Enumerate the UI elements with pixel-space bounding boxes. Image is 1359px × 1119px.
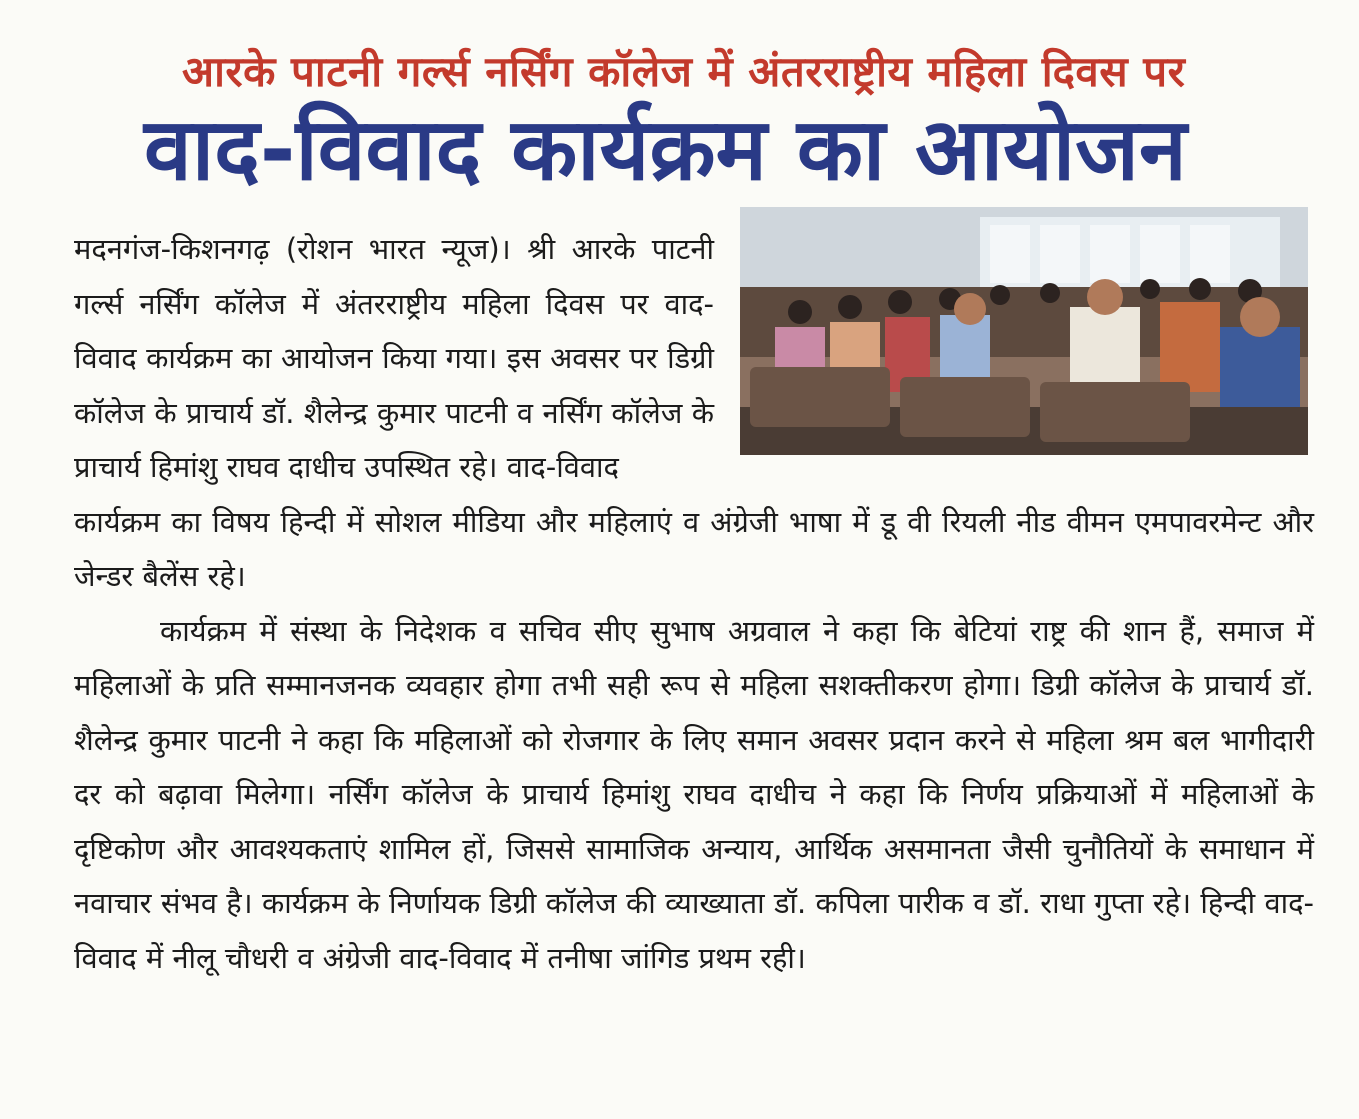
- article-paragraph-main: कार्यक्रम में संस्था के निदेशक व सचिव सीए सुभाष अग्रवाल ने कहा कि बेटियां राष्ट्र की शान हैं, समाज में महिलाओं के प्रति सम्मानजनक व्यवहार होगा तभी सही रूप से महिला सशक्तीकरण होगा। डिग्री कॉलेज के प्राचार्य डॉ. शैलेन्द्र कुमार पाटनी ने कहा कि महिलाओं को रोजगार के लिए समान अवसर प्रदान करने से महिला श्रम बल भागीदारी दर को बढ़ावा मिलेगा। नर्सिंग कॉलेज के प्राचार्य हिमांशु राघव दाधीच ने कहा कि निर्णय प्रक्रियाओं में महिलाओं के दृष्टिकोण और आवश्यकताएं शामिल हों, जिससे सामाजिक अन्याय, आर्थिक असमानता जैसी चुनौतियों के समाधान में नवाचार संभव है। कार्यक्रम के निर्णायक डिग्री कॉलेज की व्याख्याता डॉ. कपिला पारीक व डॉ. राधा गुप्ता रहे। हिन्दी वाद-विवाद में नीलू चौधरी व अंग्रेजी वाद-विवाद में तनीषा जांगिड प्रथम रही।: [74, 613, 1314, 975]
- article-paragraph-topic: कार्यक्रम का विषय हिन्दी में सोशल मीडिया और महिलाएं व अंग्रेजी भाषा में डू वी रियली नीड वीमन एमपावरमेन्ट और जेन्डर बैलेंस रहे।: [74, 504, 1314, 593]
- article-kicker: आरके पाटनी गर्ल्स नर्सिंग कॉलेज में अंतरराष्ट्रीय महिला दिवस पर: [182, 47, 1186, 96]
- article-headline: वाद-विवाद कार्यक्रम का आयोजन: [144, 100, 1187, 200]
- article-paragraph-intro: मदनगंज-किशनगढ़ (रोशन भारत न्यूज)। श्री आरके पाटनी गर्ल्स नर्सिंग कॉलेज में अंतरराष्ट्रीय महिला दिवस पर वाद-विवाद कार्यक्रम का आयोजन किया गया। इस अवसर पर डिग्री कॉलेज के प्राचार्य डॉ. शैलेन्द्र कुमार पाटनी व नर्सिंग कॉलेज के प्राचार्य हिमांशु राघव दाधीच उपस्थित रहे। वाद-विवाद: [74, 232, 714, 484]
- article-body: [74, 222, 1314, 985]
